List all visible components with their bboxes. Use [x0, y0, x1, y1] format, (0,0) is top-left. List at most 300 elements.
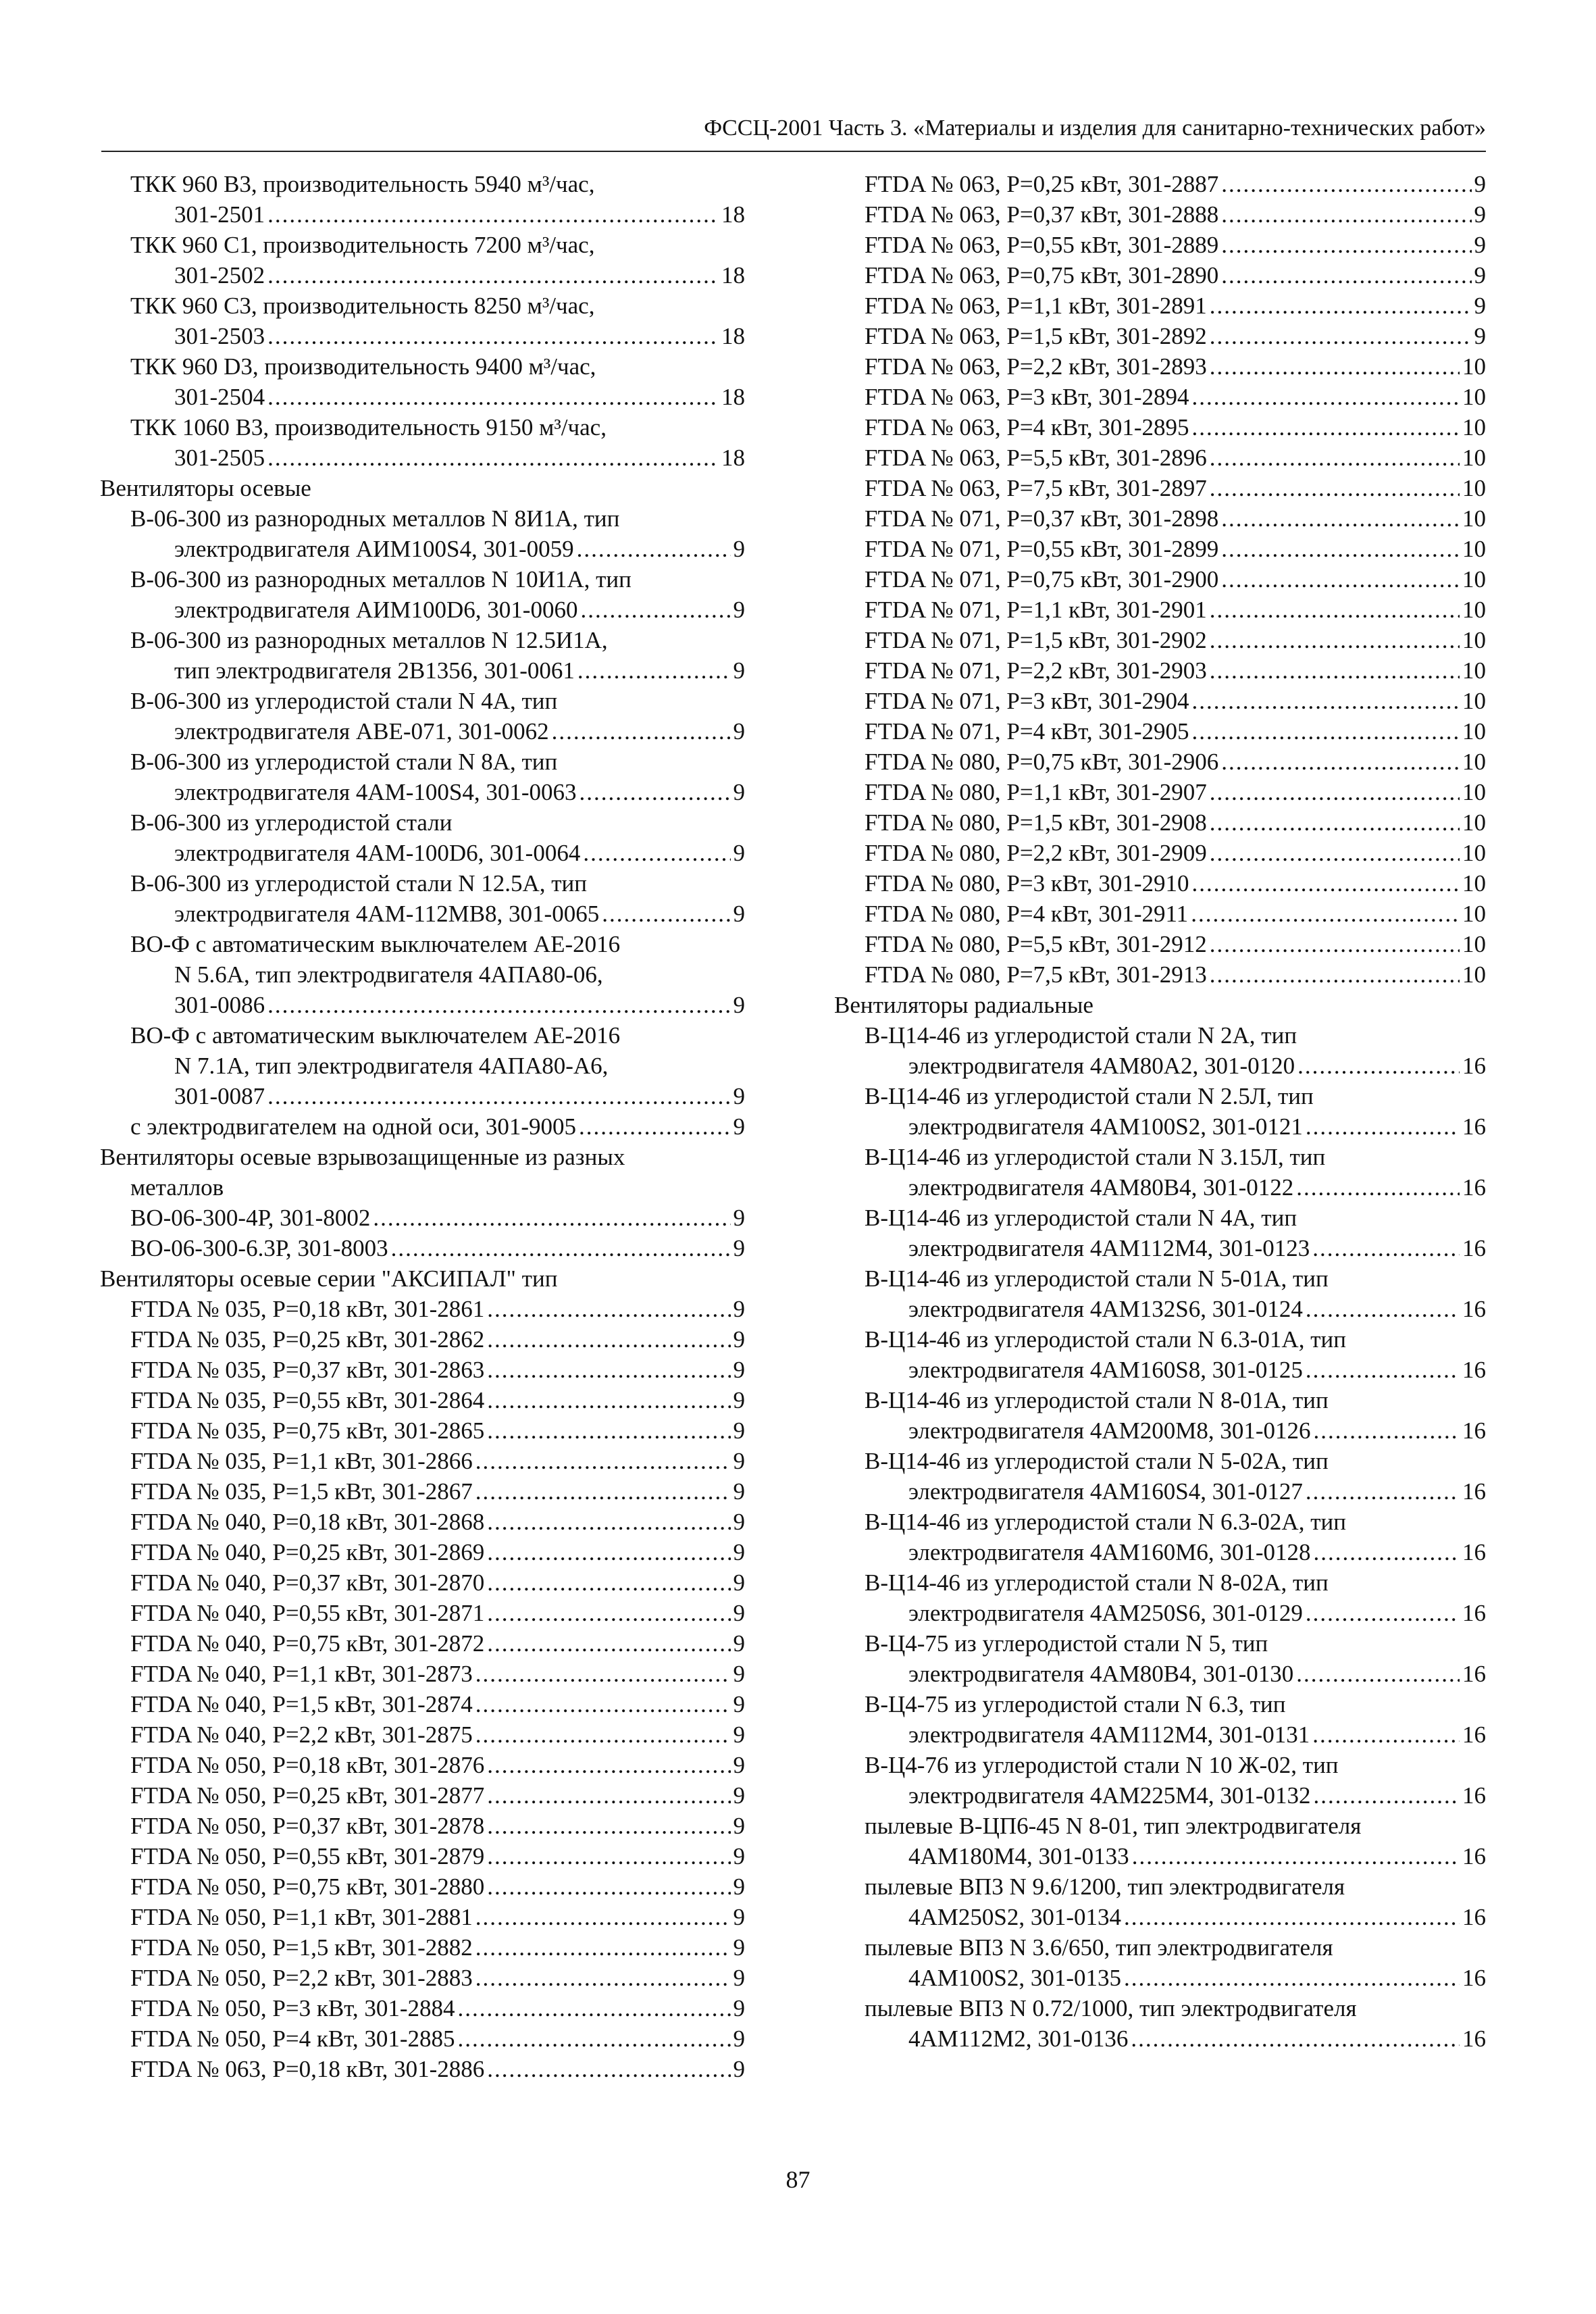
- entry-text: электродвигателя 4АМ160М6, 301-0128: [908, 1539, 1311, 1565]
- entry-page-number: 9: [733, 1965, 745, 1991]
- entry-page-number: 18: [721, 323, 745, 349]
- index-entry: [834, 595, 1486, 625]
- dot-leader: [1297, 1051, 1460, 1081]
- index-entry: [834, 1537, 1486, 1567]
- entry-text: электродвигателя 4АМ80В4, 301-0122: [908, 1174, 1294, 1201]
- dot-leader: [1191, 382, 1460, 412]
- entry-text: N 5.6А, тип электродвигателя 4АПА80-06,: [174, 961, 603, 988]
- entry-text: FTDA № 063, Р=7,5 кВт, 301-2897: [865, 475, 1207, 501]
- entry-page-number: 9: [733, 1296, 745, 1322]
- entry-page-number: 9: [733, 1539, 745, 1565]
- entry-text: FTDA № 035, Р=0,18 кВт, 301-2861: [130, 1296, 485, 1322]
- entry-text: ВО-Ф с автоматическим выключателем АЕ-2016: [130, 931, 621, 957]
- entry-text: В-Ц14-46 из углеродистой стали N 3.15Л, тип: [865, 1144, 1326, 1170]
- dot-leader: [267, 260, 719, 291]
- entry-text: электродвигателя 4АМ80А2, 301-0120: [908, 1053, 1295, 1079]
- dot-leader: [475, 1446, 731, 1476]
- entry-page-number: 16: [1462, 1721, 1486, 1748]
- index-entry: [834, 534, 1486, 564]
- index-entry: [834, 899, 1486, 929]
- dot-leader: [267, 443, 719, 473]
- entry-page-number: 9: [733, 1904, 745, 1930]
- dot-leader: [475, 1902, 731, 1932]
- index-entry: [100, 1993, 745, 2023]
- index-entry: [834, 1719, 1486, 1750]
- dot-leader: [1312, 1719, 1460, 1750]
- index-entry-text: [100, 1051, 745, 1081]
- entry-text: пылевые В-ЦП6-45 N 8-01, тип электродвигателя: [865, 1813, 1362, 1839]
- entry-page-number: 10: [1462, 566, 1486, 593]
- entry-page-number: 9: [733, 840, 745, 866]
- entry-text: В-Ц4-75 из углеродистой стали N 6.3, тип: [865, 1691, 1286, 1717]
- entry-text: FTDA № 071, Р=4 кВт, 301-2905: [865, 718, 1189, 745]
- entry-page-number: 9: [733, 1083, 745, 1109]
- entry-page-number: 10: [1462, 718, 1486, 745]
- entry-page-number: 16: [1462, 1782, 1486, 1809]
- entry-text: FTDA № 063, Р=1,5 кВт, 301-2892: [865, 323, 1207, 349]
- entry-page-number: 10: [1462, 961, 1486, 988]
- entry-page-number: 9: [733, 718, 745, 745]
- index-entry-text: [834, 1020, 1486, 1051]
- index-entry-text: [834, 1385, 1486, 1415]
- section-heading: [100, 1142, 745, 1172]
- dot-leader: [1221, 564, 1460, 595]
- index-entry-text: [834, 1689, 1486, 1719]
- entry-page-number: 10: [1462, 384, 1486, 410]
- entry-text: электродвигателя 4АМ112М4, 301-0123: [908, 1235, 1310, 1261]
- dot-leader: [475, 1476, 731, 1507]
- dot-leader: [1314, 1780, 1460, 1811]
- entry-text: FTDA № 080, Р=5,5 кВт, 301-2912: [865, 931, 1207, 957]
- entry-page-number: 9: [733, 1995, 745, 2021]
- entry-page-number: 10: [1462, 445, 1486, 471]
- entry-text: FTDA № 035, Р=1,5 кВт, 301-2867: [130, 1478, 473, 1505]
- index-entry-text: [834, 1081, 1486, 1111]
- entry-text: FTDA № 063, Р=4 кВт, 301-2895: [865, 414, 1189, 441]
- entry-page-number: 9: [733, 2056, 745, 2082]
- entry-page-number: 16: [1462, 1904, 1486, 1930]
- dot-leader: [1306, 1294, 1460, 1324]
- entry-page-number: 9: [733, 1448, 745, 1474]
- index-entry-text: [100, 686, 745, 716]
- dot-leader: [1210, 443, 1460, 473]
- header-title: ФССЦ-2001 Часть 3. «Материалы и изделия для санитарно-технических работ»: [704, 116, 1486, 141]
- entry-page-number: 9: [733, 597, 745, 623]
- entry-page-number: 18: [721, 445, 745, 471]
- index-entry: [100, 1902, 745, 1932]
- entry-text: ТКК 960 В3, производительность 5940 м³/час,: [130, 171, 595, 197]
- entry-page-number: 18: [721, 201, 745, 228]
- index-entry: [100, 1750, 745, 1780]
- index-entry: [100, 595, 745, 625]
- entry-text: с электродвигателем на одной оси, 301-9005: [130, 1113, 577, 1140]
- index-entry: [834, 1963, 1486, 1993]
- dot-leader: [1306, 1598, 1460, 1628]
- entry-text: 4АМ100S2, 301-0135: [908, 1965, 1122, 1991]
- dot-leader: [1210, 777, 1460, 807]
- entry-text: ТКК 1060 В3, производительность 9150 м³/час,: [130, 414, 607, 441]
- index-entry-text: [100, 351, 745, 382]
- entry-text: электродвигателя 4АМ160S4, 301-0127: [908, 1478, 1303, 1505]
- entry-text: FTDA № 035, Р=0,25 кВт, 301-2862: [130, 1326, 485, 1353]
- dot-leader: [577, 655, 731, 686]
- entry-text: В-Ц14-46 из углеродистой стали N 8-01А, тип: [865, 1387, 1329, 1413]
- index-entry: [100, 443, 745, 473]
- entry-page-number: 16: [1462, 1965, 1486, 1991]
- entry-page-number: 9: [733, 1661, 745, 1687]
- entry-page-number: 9: [1474, 323, 1486, 349]
- index-entry: [834, 1659, 1486, 1689]
- dot-leader: [579, 1111, 730, 1142]
- entry-text: В-06-300 из углеродистой стали: [130, 809, 453, 836]
- index-entry: [834, 503, 1486, 534]
- entry-page-number: 9: [733, 1235, 745, 1261]
- entry-page-number: 9: [733, 1205, 745, 1231]
- index-entry: [100, 382, 745, 412]
- index-entry: [834, 1415, 1486, 1446]
- dot-leader: [391, 1233, 731, 1263]
- entry-text: Вентиляторы осевые: [100, 475, 311, 501]
- entry-page-number: 10: [1462, 475, 1486, 501]
- entry-text: FTDA № 071, Р=0,75 кВт, 301-2900: [865, 566, 1219, 593]
- entry-text: FTDA № 071, Р=3 кВт, 301-2904: [865, 688, 1189, 714]
- dot-leader: [1191, 686, 1460, 716]
- entry-page-number: 9: [733, 1843, 745, 1869]
- index-entry: [100, 1598, 745, 1628]
- dot-leader: [487, 1507, 730, 1537]
- index-entry: [100, 1476, 745, 1507]
- index-entry: [834, 686, 1486, 716]
- entry-page-number: 9: [733, 1600, 745, 1626]
- dot-leader: [1191, 412, 1460, 443]
- entry-text: металлов: [130, 1174, 224, 1201]
- dot-leader: [1306, 1476, 1460, 1507]
- dot-leader: [1210, 291, 1472, 321]
- entry-page-number: 9: [733, 1113, 745, 1140]
- dot-leader: [457, 1993, 730, 2023]
- dot-leader: [1210, 655, 1460, 686]
- index-entry: [100, 1203, 745, 1233]
- entry-text: В-Ц14-46 из углеродистой стали N 2А, тип: [865, 1022, 1297, 1049]
- entry-text: 301-2501: [174, 201, 265, 228]
- entry-text: В-06-300 из разнородных металлов N 8И1А, тип: [130, 505, 620, 532]
- dot-leader: [552, 716, 731, 747]
- entry-text: электродвигателя АИМ100S4, 301-0059: [174, 536, 574, 562]
- dot-leader: [487, 1780, 730, 1811]
- dot-leader: [267, 321, 719, 351]
- entry-text: N 7.1А, тип электродвигателя 4АПА80-А6,: [174, 1053, 609, 1079]
- entry-text: FTDA № 063, Р=3 кВт, 301-2894: [865, 384, 1189, 410]
- entry-text: FTDA № 040, Р=1,1 кВт, 301-2873: [130, 1661, 473, 1687]
- entry-page-number: 9: [733, 1752, 745, 1778]
- entry-page-number: 10: [1462, 840, 1486, 866]
- dot-leader: [267, 990, 730, 1020]
- entry-text: FTDA № 063, Р=0,75 кВт, 301-2890: [865, 262, 1219, 288]
- page-header: [101, 111, 1486, 152]
- dot-leader: [1210, 838, 1460, 868]
- dot-leader: [1210, 807, 1460, 838]
- entry-page-number: 18: [721, 262, 745, 288]
- index-entry: [834, 412, 1486, 443]
- dot-leader: [1191, 868, 1460, 899]
- index-entry: [834, 1476, 1486, 1507]
- entry-page-number: 10: [1462, 536, 1486, 562]
- entry-page-number: 9: [733, 1387, 745, 1413]
- entry-page-number: 9: [733, 1417, 745, 1444]
- index-entry: [100, 1446, 745, 1476]
- entry-text: 4АМ250S2, 301-0134: [908, 1904, 1122, 1930]
- entry-page-number: 9: [733, 2026, 745, 2052]
- index-entry: [834, 807, 1486, 838]
- index-entry-text: [834, 1932, 1486, 1963]
- entry-text: В-06-300 из разнородных металлов N 10И1А, тип: [130, 566, 632, 593]
- entry-text: FTDA № 040, Р=0,25 кВт, 301-2869: [130, 1539, 485, 1565]
- entry-text: FTDA № 050, Р=2,2 кВт, 301-2883: [130, 1965, 473, 1991]
- index-entry: [834, 321, 1486, 351]
- entry-page-number: 9: [733, 1478, 745, 1505]
- dot-leader: [475, 1719, 731, 1750]
- entry-text: электродвигателя 4АМ160S8, 301-0125: [908, 1357, 1303, 1383]
- index-entry: [100, 1659, 745, 1689]
- entry-text: FTDA № 050, Р=1,5 кВт, 301-2882: [130, 1934, 473, 1961]
- entry-text: FTDA № 050, Р=0,25 кВт, 301-2877: [130, 1782, 485, 1809]
- entry-text: 301-0086: [174, 992, 265, 1018]
- dot-leader: [487, 2054, 730, 2084]
- index-entry: [834, 199, 1486, 230]
- entry-text: Вентиляторы осевые серии "АКСИПАЛ" тип: [100, 1265, 558, 1292]
- index-entry: [100, 1507, 745, 1537]
- index-entry: [100, 1081, 745, 1111]
- entry-text: электродвигателя 4АМ250S6, 301-0129: [908, 1600, 1303, 1626]
- entry-text: FTDA № 071, Р=1,1 кВт, 301-2901: [865, 597, 1207, 623]
- entry-page-number: 10: [1462, 779, 1486, 805]
- entry-page-number: 9: [733, 1357, 745, 1383]
- entry-page-number: 9: [1474, 262, 1486, 288]
- left-column: [100, 169, 745, 2084]
- index-entry-text: [100, 412, 745, 443]
- entry-text: ВО-06-300-4Р, 301-8002: [130, 1205, 371, 1231]
- entry-page-number: 9: [733, 1873, 745, 1900]
- dot-leader: [487, 1750, 730, 1780]
- dot-leader: [487, 1294, 730, 1324]
- entry-page-number: 16: [1462, 2026, 1486, 2052]
- index-entry: [834, 2023, 1486, 2054]
- index-entry: [100, 321, 745, 351]
- index-entry: [100, 1963, 745, 1993]
- entry-text: FTDA № 080, Р=7,5 кВт, 301-2913: [865, 961, 1207, 988]
- entry-text: В-Ц14-46 из углеродистой стали N 4А, тип: [865, 1205, 1297, 1231]
- entry-text: FTDA № 050, Р=0,55 кВт, 301-2879: [130, 1843, 485, 1869]
- index-entry-text: [100, 230, 745, 260]
- dot-leader: [1124, 1963, 1460, 1993]
- index-entry-text: [100, 807, 745, 838]
- entry-page-number: 10: [1462, 627, 1486, 653]
- index-entry-text: [100, 169, 745, 199]
- entry-page-number: 10: [1462, 688, 1486, 714]
- entry-text: FTDA № 040, Р=0,75 кВт, 301-2872: [130, 1630, 485, 1657]
- entry-page-number: 9: [733, 1691, 745, 1717]
- index-entry-text: [100, 929, 745, 959]
- entry-text: В-Ц14-46 из углеродистой стали N 2.5Л, тип: [865, 1083, 1314, 1109]
- entry-page-number: 9: [733, 1326, 745, 1353]
- entry-text: пылевые ВП3 N 9.6/1200, тип электродвигателя: [865, 1873, 1345, 1900]
- entry-text: электродвигателя 4АМ225М4, 301-0132: [908, 1782, 1311, 1809]
- dot-leader: [1221, 534, 1460, 564]
- entry-text: 301-2504: [174, 384, 265, 410]
- entry-page-number: 16: [1462, 1417, 1486, 1444]
- index-entry: [834, 443, 1486, 473]
- entry-text: 4АМ112М2, 301-0136: [908, 2026, 1129, 2052]
- entry-text: электродвигателя АИМ100D6, 301-0060: [174, 597, 578, 623]
- index-entry: [834, 564, 1486, 595]
- index-entry: [834, 625, 1486, 655]
- entry-text: FTDA № 080, Р=1,5 кВт, 301-2908: [865, 809, 1207, 836]
- entry-text: В-Ц14-46 из углеродистой стали N 5-02А, тип: [865, 1448, 1329, 1474]
- entry-text: пылевые ВП3 N 3.6/650, тип электродвигателя: [865, 1934, 1333, 1961]
- entry-text: Вентиляторы радиальные: [834, 992, 1093, 1018]
- index-entry: [100, 1294, 745, 1324]
- index-entry: [834, 1051, 1486, 1081]
- dot-leader: [487, 1871, 730, 1902]
- entry-page-number: 9: [733, 779, 745, 805]
- page-number: 87: [786, 2166, 810, 2193]
- dot-leader: [267, 1081, 730, 1111]
- entry-text: FTDA № 040, Р=1,5 кВт, 301-2874: [130, 1691, 473, 1717]
- entry-text: FTDA № 080, Р=2,2 кВт, 301-2909: [865, 840, 1207, 866]
- index-entry: [100, 1689, 745, 1719]
- index-entry-text: [834, 1811, 1486, 1841]
- index-entry-text: [100, 1020, 745, 1051]
- index-entry-text: [834, 1507, 1486, 1537]
- dot-leader: [1210, 321, 1472, 351]
- entry-text: пылевые ВП3 N 0.72/1000, тип электродвигателя: [865, 1995, 1357, 2021]
- entry-text: FTDA № 080, Р=1,1 кВт, 301-2907: [865, 779, 1207, 805]
- index-entry: [100, 2023, 745, 2054]
- index-entry-text: [100, 868, 745, 899]
- index-entry-text: [100, 1172, 745, 1203]
- index-entry: [834, 1902, 1486, 1932]
- entry-text: электродвигателя АВЕ-071, 301-0062: [174, 718, 549, 745]
- index-entry: [834, 1233, 1486, 1263]
- entry-page-number: 9: [733, 1934, 745, 1961]
- entry-page-number: 10: [1462, 353, 1486, 380]
- entry-text: FTDA № 063, Р=5,5 кВт, 301-2896: [865, 445, 1207, 471]
- entry-page-number: 10: [1462, 657, 1486, 684]
- dot-leader: [1296, 1659, 1460, 1689]
- dot-leader: [1221, 503, 1460, 534]
- entry-text: FTDA № 050, Р=1,1 кВт, 301-2881: [130, 1904, 473, 1930]
- index-entry: [834, 716, 1486, 747]
- index-entry-text: [834, 1263, 1486, 1294]
- index-entry-text: [834, 1446, 1486, 1476]
- dot-leader: [1210, 595, 1460, 625]
- entry-text: 301-2505: [174, 445, 265, 471]
- dot-leader: [1221, 747, 1460, 777]
- dot-leader: [1221, 260, 1471, 291]
- entry-page-number: 16: [1462, 1113, 1486, 1140]
- entry-text: FTDA № 035, Р=1,1 кВт, 301-2866: [130, 1448, 473, 1474]
- entry-text: В-Ц4-75 из углеродистой стали N 5, тип: [865, 1630, 1268, 1657]
- dot-leader: [487, 1598, 730, 1628]
- entry-text: электродвигателя 4АМ80В4, 301-0130: [908, 1661, 1294, 1687]
- dot-leader: [1210, 473, 1460, 503]
- entry-text: FTDA № 063, Р=0,55 кВт, 301-2889: [865, 232, 1219, 258]
- dot-leader: [1221, 230, 1471, 260]
- entry-text: FTDA № 050, Р=3 кВт, 301-2884: [130, 1995, 455, 2021]
- index-entry: [100, 1111, 745, 1142]
- entry-text: FTDA № 071, Р=0,55 кВт, 301-2899: [865, 536, 1219, 562]
- dot-leader: [373, 1203, 730, 1233]
- entry-text: В-06-300 из углеродистой стали N 12.5А, тип: [130, 870, 588, 897]
- index-entry: [100, 1355, 745, 1385]
- entry-page-number: 18: [721, 384, 745, 410]
- entry-text: FTDA № 050, Р=4 кВт, 301-2885: [130, 2026, 455, 2052]
- entry-text: электродвигателя 4АМ-100D6, 301-0064: [174, 840, 581, 866]
- index-entry: [100, 1233, 745, 1263]
- index-entry: [100, 716, 745, 747]
- entry-text: FTDA № 063, Р=0,18 кВт, 301-2886: [130, 2056, 485, 2082]
- entry-page-number: 16: [1462, 1053, 1486, 1079]
- index-entry: [834, 929, 1486, 959]
- entry-page-number: 9: [1474, 201, 1486, 228]
- dot-leader: [487, 1324, 730, 1355]
- entry-text: FTDA № 040, Р=0,55 кВт, 301-2871: [130, 1600, 485, 1626]
- entry-page-number: 10: [1462, 505, 1486, 532]
- section-heading: [100, 1263, 745, 1294]
- entry-page-number: 16: [1462, 1661, 1486, 1687]
- entry-text: FTDA № 063, Р=2,2 кВт, 301-2893: [865, 353, 1207, 380]
- index-entry-text: [834, 1750, 1486, 1780]
- index-entry-text: [834, 1567, 1486, 1598]
- index-entry-text: [100, 625, 745, 655]
- entry-page-number: 9: [733, 901, 745, 927]
- dot-leader: [1314, 1537, 1460, 1567]
- index-entry-text: [834, 1628, 1486, 1659]
- index-entry: [834, 777, 1486, 807]
- index-entry: [834, 1841, 1486, 1871]
- dot-leader: [487, 1841, 730, 1871]
- dot-leader: [1210, 351, 1460, 382]
- entry-page-number: 10: [1462, 414, 1486, 441]
- entry-page-number: 16: [1462, 1357, 1486, 1383]
- index-entry: [834, 291, 1486, 321]
- index-entry-text: [834, 1993, 1486, 2023]
- index-entry-text: [100, 503, 745, 534]
- entry-text: электродвигателя 4АМ-100S4, 301-0063: [174, 779, 577, 805]
- entry-page-number: 16: [1462, 1843, 1486, 1869]
- entry-text: FTDA № 071, Р=1,5 кВт, 301-2902: [865, 627, 1207, 653]
- entry-page-number: 16: [1462, 1539, 1486, 1565]
- index-entry: [100, 1841, 745, 1871]
- entry-page-number: 9: [733, 1630, 745, 1657]
- index-entry: [834, 1111, 1486, 1142]
- entry-text: FTDA № 063, Р=1,1 кВт, 301-2891: [865, 293, 1207, 319]
- entry-page-number: 10: [1462, 749, 1486, 775]
- index-entry: [834, 473, 1486, 503]
- entry-text: ТКК 960 С3, производительность 8250 м³/час,: [130, 293, 595, 319]
- dot-leader: [1210, 929, 1460, 959]
- dot-leader: [475, 1659, 731, 1689]
- entry-text: FTDA № 035, Р=0,37 кВт, 301-2863: [130, 1357, 485, 1383]
- dot-leader: [487, 1385, 730, 1415]
- index-entry: [100, 1385, 745, 1415]
- entry-text: В-06-300 из углеродистой стали N 8А, тип: [130, 749, 558, 775]
- index-entry: [100, 1811, 745, 1841]
- entry-text: FTDA № 035, Р=0,75 кВт, 301-2865: [130, 1417, 485, 1444]
- entry-text: FTDA № 050, Р=0,37 кВт, 301-2878: [130, 1813, 485, 1839]
- index-entry: [834, 838, 1486, 868]
- entry-page-number: 9: [1474, 171, 1486, 197]
